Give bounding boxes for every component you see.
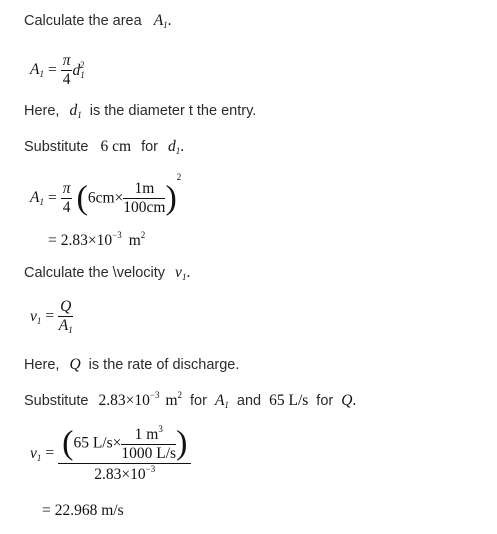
equation-velocity-formula: $v_1$ = $\frac{Q}{A_1}$ (30, 298, 73, 335)
step-text: Calculate the area (24, 13, 142, 29)
equation-area-substituted: $A_1$ = $\frac{\pi}{4}$ (6cm× $\frac{1m}{100cm}$ )$^2$ (30, 172, 182, 217)
step-here-d1: Here, $d_1$ is the diameter t the entry. (24, 102, 257, 120)
eq-sign: = (47, 61, 57, 79)
step-substitute-a1-q: Substitute $2.83\times 10^{-3}$ $m^2$ for $A_1$ and 65 L/s for Q. (24, 390, 357, 410)
var-q: Q (341, 392, 353, 409)
equation-velocity-substituted: $v_1$ = (65 L/s× $\frac{1 m^3}{1000 L/s}$ ) $2.83\times 10^{-3}$ (30, 424, 191, 483)
var-q: Q (69, 356, 81, 373)
fraction-unit-conversion: $\frac{1m}{100cm}$ (123, 180, 166, 216)
equation-area-result: = $2.83\times 10^{-3}$ $m^2$ (48, 230, 146, 249)
equation-area-formula (30, 52, 84, 89)
step-substitute-d1: Substitute 6 cm for $d_1$. (24, 138, 185, 156)
fraction-q-over-a1: $\frac{Q}{A_1}$ (58, 298, 73, 335)
var-d1: $d_1$ (69, 102, 82, 120)
var-v1: $v_1$ (175, 264, 187, 282)
var-d1: $d_1$ (167, 138, 181, 156)
fraction-pi-over-4: $\frac{\pi}{4}$ (62, 52, 71, 88)
step-calc-velocity: Calculate the \velocity $v_1$. (24, 264, 191, 282)
eq-d1-squared: $d_1^2$ (72, 60, 85, 81)
step-calc-area: Calculate the area $A_1$. (24, 12, 172, 30)
fraction-pi-over-4: $\frac{\pi}{4}$ (62, 180, 71, 216)
fraction-velocity: (65 L/s× $\frac{1 m^3}{1000 L/s}$ ) $2.83\times 10^{-3}$ (58, 424, 191, 483)
eq-lhs: $A_1$ (30, 61, 44, 80)
step-here-q: Here, Q is the rate of discharge. (24, 356, 240, 373)
equation-velocity-result: = 22.968 m/s (42, 502, 124, 519)
var-a1: $A_1$ (153, 12, 168, 30)
var-a1: $A_1$ (214, 392, 229, 410)
